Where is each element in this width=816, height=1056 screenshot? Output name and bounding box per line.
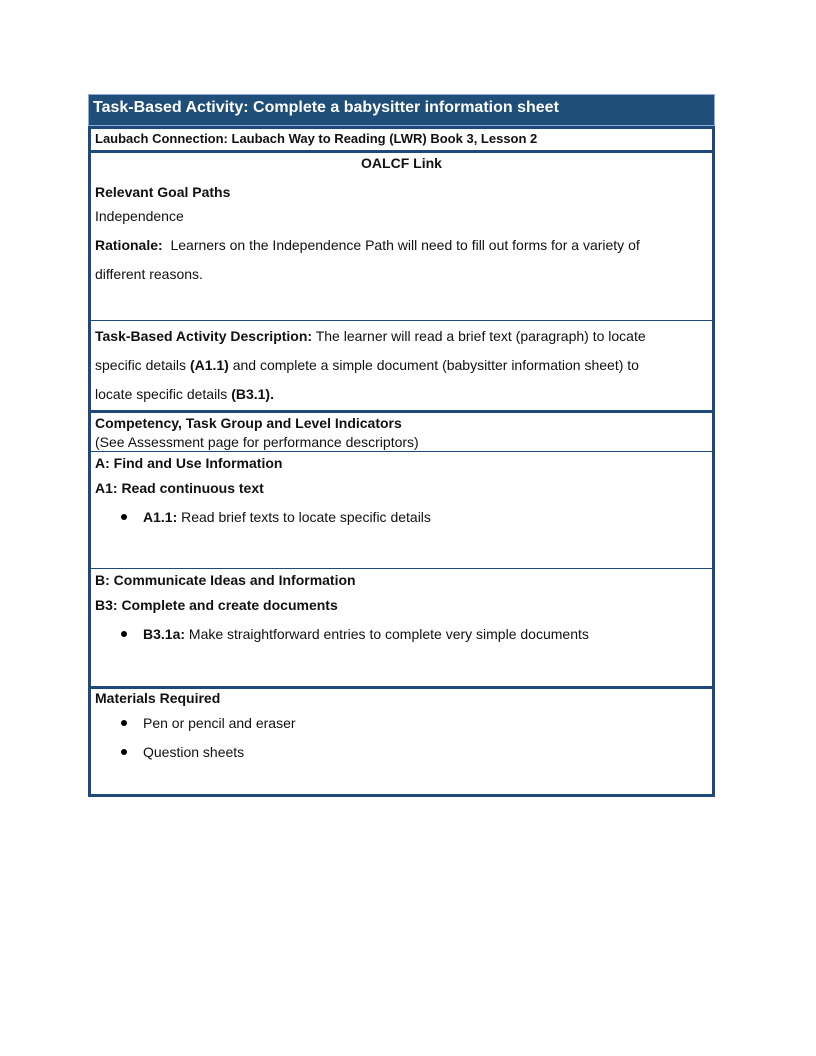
rationale-label: Rationale: [95,237,163,253]
description-line-3 [95,380,708,409]
materials-heading: Materials Required [95,690,221,706]
description-line-2 [95,351,708,380]
section-a-heading: A: Find and Use Information [95,455,283,471]
description-text-2b: and complete a simple document (babysitter information sheet) to [228,357,639,373]
description-label: Task-Based Activity Description: [95,328,313,344]
section-b [91,568,712,686]
item-text: Make straightforward entries to complete very simple documents [185,626,589,642]
list-item [95,620,708,649]
competency-heading: Competency, Task Group and Level Indicators [95,415,402,431]
rationale-text: Learners on the Independence Path will need to fill out forms for a variety of [170,237,640,253]
competency-note: (See Assessment page for performance descriptors) [95,434,419,450]
materials-list [95,709,708,767]
goal-path-value: Independence [95,208,184,224]
rationale [95,231,708,260]
description-text-1: The learner will read a brief text (paragraph) to locate [312,328,646,344]
oalcf-section [91,153,712,320]
sheet-title: Task-Based Activity: Complete a babysitter information sheet [88,94,715,126]
item-text: Question sheets [143,744,245,760]
list-item [95,738,708,767]
rationale-text-2: different reasons. [95,266,203,282]
section-a-list [95,503,708,532]
list-item [95,503,708,532]
section-a-sub: A1: Read continuous text [95,480,264,496]
competency-section [91,410,712,451]
description-line-1 [95,322,708,351]
bullet-icon [121,749,127,755]
list-item [95,709,708,738]
activity-sheet [88,94,715,797]
bullet-icon [121,514,127,520]
laubach-box [88,126,715,150]
section-b-list [95,620,708,649]
item-code: A1.1: [143,509,178,525]
description-text-3a: locate specific details [95,386,232,402]
item-code: B3.1a: [143,626,186,642]
oalcf-heading: OALCF Link [361,155,442,171]
goal-paths-label: Relevant Goal Paths [95,184,231,200]
description-text-2a: specific details [95,357,190,373]
bullet-icon [121,720,127,726]
section-a [91,451,712,568]
materials-section [91,686,712,794]
section-b-heading: B: Communicate Ideas and Information [95,572,356,588]
item-text: Pen or pencil and eraser [143,715,296,731]
laubach-connection: Laubach Connection: Laubach Way to Reading (LWR) Book 3, Lesson 2 [95,131,538,146]
description-section [91,320,712,410]
item-text: Read brief texts to locate specific details [177,509,431,525]
bullet-icon [121,631,127,637]
description-code-1: (A1.1) [189,357,229,373]
main-table [88,150,715,797]
section-b-sub: B3: Complete and create documents [95,597,338,613]
description-code-2: (B3.1). [231,386,274,402]
